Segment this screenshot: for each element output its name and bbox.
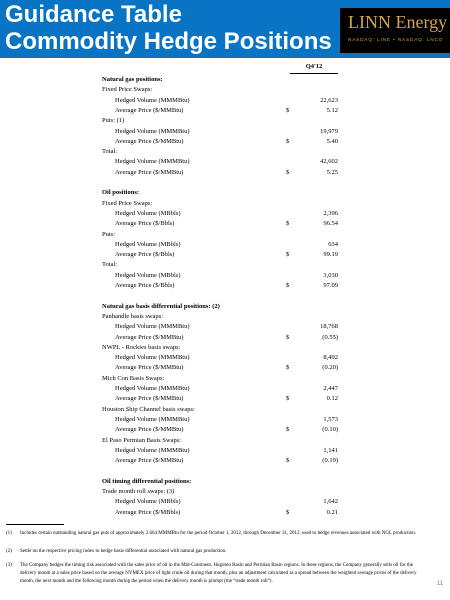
row-value: 0.21 <box>326 508 338 516</box>
table-row <box>0 116 450 126</box>
footnote-text: Settle on the respective pricing index to hedge basis differential associated with natural gas production. <box>20 549 227 554</box>
row-label: Mich Con Basis Swaps: <box>102 374 165 382</box>
table-row <box>0 353 450 363</box>
logo-tagline: NASDAQ: LINE • NASDAQ: LNCO <box>348 37 444 42</box>
row-label: Fixed Price Swaps: <box>102 199 153 207</box>
row-value: 3,030 <box>323 271 338 279</box>
row-label: Average Price ($/MMBtu) <box>115 168 184 176</box>
row-label: Average Price ($/Bbls) <box>115 282 175 289</box>
footnote-number: (1) <box>6 531 12 536</box>
table-row <box>0 85 450 95</box>
row-label: Hedged Volume (MBbls) <box>115 209 181 217</box>
row-label: Houston Ship Channel basis swaps: <box>102 405 195 413</box>
table-row <box>0 281 450 291</box>
row-label: Average Price ($/MMBtu) <box>115 137 184 145</box>
table-row <box>0 384 450 394</box>
row-label: Average Price ($/MMBtu) <box>115 364 184 372</box>
row-value: 22,623 <box>320 96 338 104</box>
currency-symbol: $ <box>286 364 290 372</box>
table-row <box>0 436 450 446</box>
row-label: Puts: <box>102 230 116 238</box>
table-row <box>0 260 450 270</box>
footnote-text: Includes certain outstanding natural gas puts of approximately 2.664 MMMBtu for the period October 1, 2012, through December 31, 2012, used to hedge revenues associated with NGL production. <box>20 531 416 536</box>
linn-energy-logo <box>340 8 450 53</box>
row-label: Total: <box>102 148 118 156</box>
table-row <box>0 157 450 167</box>
row-value: 2,396 <box>323 209 338 217</box>
row-value: 97.09 <box>323 282 338 289</box>
row-value: 5.25 <box>326 168 338 176</box>
section-heading: Natural gas basis differential positions: (2) <box>102 302 220 310</box>
row-label: Hedged Volume (MBbls) <box>115 498 181 506</box>
title-line-1: Guidance Table <box>5 1 182 28</box>
table-row <box>0 250 450 260</box>
row-value: 2,447 <box>323 385 338 392</box>
row-value: 5.40 <box>326 137 338 145</box>
row-label: Average Price ($/MMBtu) <box>115 106 184 114</box>
table-row <box>0 75 450 85</box>
row-label: Hedged Volume (MMMBtu) <box>115 323 190 331</box>
row-value: 5.12 <box>326 106 338 114</box>
table-row <box>0 497 450 507</box>
row-label: Hedged Volume (MMMBtu) <box>115 446 190 454</box>
table-row <box>0 343 450 353</box>
currency-symbol: $ <box>286 457 290 465</box>
table-row <box>0 415 450 425</box>
row-label: El Paso Permian Basis Swaps: <box>102 436 182 444</box>
row-label: Trade month roll swaps: (3) <box>102 488 175 495</box>
section-heading: Natural gas positions: <box>102 76 163 83</box>
row-label: Hedged Volume (MMMBtu) <box>115 415 190 423</box>
row-label: Average Price ($/MBbls) <box>115 508 181 516</box>
table-row <box>0 374 450 384</box>
table-row <box>0 456 450 466</box>
table-row <box>0 96 450 106</box>
page-title <box>5 1 332 55</box>
row-value: (0.55) <box>322 333 338 341</box>
footnote-text: The Company hedges the timing risk associated with the sales price of oil in the Mid-Continent, Hugoton Basin and Permian Basin regions. In these regions, the Company generally sells oil for the delivery month at a sales price based on the average NYMEX price of light crude oil during that month, plus an adjustment calculated as a spread between the weighted average prices of the delivery month, the next month and the following month during the period when the delivery month is prompt (the “trade month roll”). <box>20 563 417 584</box>
table-row <box>0 394 450 404</box>
table-row <box>0 477 450 487</box>
row-label: Hedged Volume (MBbls) <box>115 271 181 279</box>
row-value: 42,602 <box>320 158 338 166</box>
row-label: Hedged Volume (MBbls) <box>115 240 181 248</box>
row-value: 1,573 <box>323 415 338 423</box>
row-label: Average Price ($/Bbls) <box>115 251 175 259</box>
row-label: Hedged Volume (MMMBtu) <box>115 385 190 392</box>
row-value: 8,492 <box>323 354 338 362</box>
table-row <box>0 230 450 240</box>
row-label: Average Price ($/MMBtu) <box>115 333 184 341</box>
row-value: 0.12 <box>326 395 338 403</box>
table-row <box>0 219 450 229</box>
section-heading: Oil timing differential positions: <box>102 477 192 485</box>
row-label: Hedged Volume (MMMBtu) <box>115 127 190 135</box>
table-row <box>0 312 450 322</box>
row-value: (0.19) <box>322 457 338 465</box>
currency-symbol: $ <box>286 106 290 114</box>
row-label: Average Price ($/MMBtu) <box>115 395 184 403</box>
column-header-q4-12: Q4'12 <box>305 63 323 70</box>
currency-symbol: $ <box>286 251 290 259</box>
table-row <box>0 147 450 157</box>
footnote-number: (3) <box>6 563 12 568</box>
table-row <box>0 322 450 332</box>
currency-symbol: $ <box>286 508 290 516</box>
footnote-number: (2) <box>6 549 12 554</box>
row-value: (0.20) <box>322 364 338 372</box>
currency-symbol: $ <box>286 282 290 289</box>
row-value: 99.19 <box>323 251 338 259</box>
table-row <box>0 209 450 219</box>
footnote-divider <box>6 524 64 525</box>
table-row <box>0 405 450 415</box>
row-label: Average Price ($/Bbls) <box>115 220 175 228</box>
table-row <box>0 199 450 209</box>
currency-symbol: $ <box>286 168 290 176</box>
row-label: Average Price ($/MMBtu) <box>115 457 184 465</box>
row-value: 1,141 <box>323 446 338 454</box>
row-label: Hedged Volume (MMMBtu) <box>115 354 190 362</box>
row-value: 96.54 <box>323 220 338 228</box>
row-value: 18,768 <box>320 323 338 331</box>
row-label: Panhandle basis swaps: <box>102 312 164 320</box>
page-number: 11 <box>437 581 444 587</box>
table-row <box>0 333 450 343</box>
row-label: Puts: (1) <box>102 117 125 125</box>
table-row <box>0 106 450 116</box>
table-row <box>0 168 450 178</box>
table-row <box>0 487 450 497</box>
table-row <box>0 271 450 281</box>
row-value: 1,642 <box>323 498 338 506</box>
currency-symbol: $ <box>286 333 290 341</box>
row-value: 19,979 <box>320 127 338 135</box>
table-row <box>0 508 450 518</box>
row-label: Total: <box>102 261 118 269</box>
row-label: Average Price ($/MMBtu) <box>115 426 184 434</box>
table-spacer-row <box>0 466 450 476</box>
title-line-2: Commodity Hedge Positions <box>5 28 332 55</box>
table-row <box>0 425 450 435</box>
table-row <box>0 302 450 312</box>
table-row <box>0 127 450 137</box>
currency-symbol: $ <box>286 220 290 228</box>
header-banner <box>0 0 450 58</box>
table-row <box>0 137 450 147</box>
table-row <box>0 188 450 198</box>
row-value: (0.10) <box>322 426 338 434</box>
table-spacer-row <box>0 291 450 301</box>
currency-symbol: $ <box>286 395 290 403</box>
row-label: Hedged Volume (MMMBtu) <box>115 96 190 104</box>
logo-name: LINN Energy <box>348 12 448 32</box>
table-row <box>0 363 450 373</box>
table-row <box>0 446 450 456</box>
column-header-rule <box>290 73 338 74</box>
row-value: 634 <box>328 240 338 248</box>
currency-symbol: $ <box>286 426 290 434</box>
section-heading: Oil positions: <box>102 189 140 197</box>
currency-symbol: $ <box>286 137 290 145</box>
row-label: Hedged Volume (MMMBtu) <box>115 158 190 166</box>
row-label: NWPL - Rockies basis swaps: <box>102 343 181 351</box>
table-spacer-row <box>0 178 450 188</box>
row-label: Fixed Price Swaps: <box>102 86 153 94</box>
table-row <box>0 240 450 250</box>
